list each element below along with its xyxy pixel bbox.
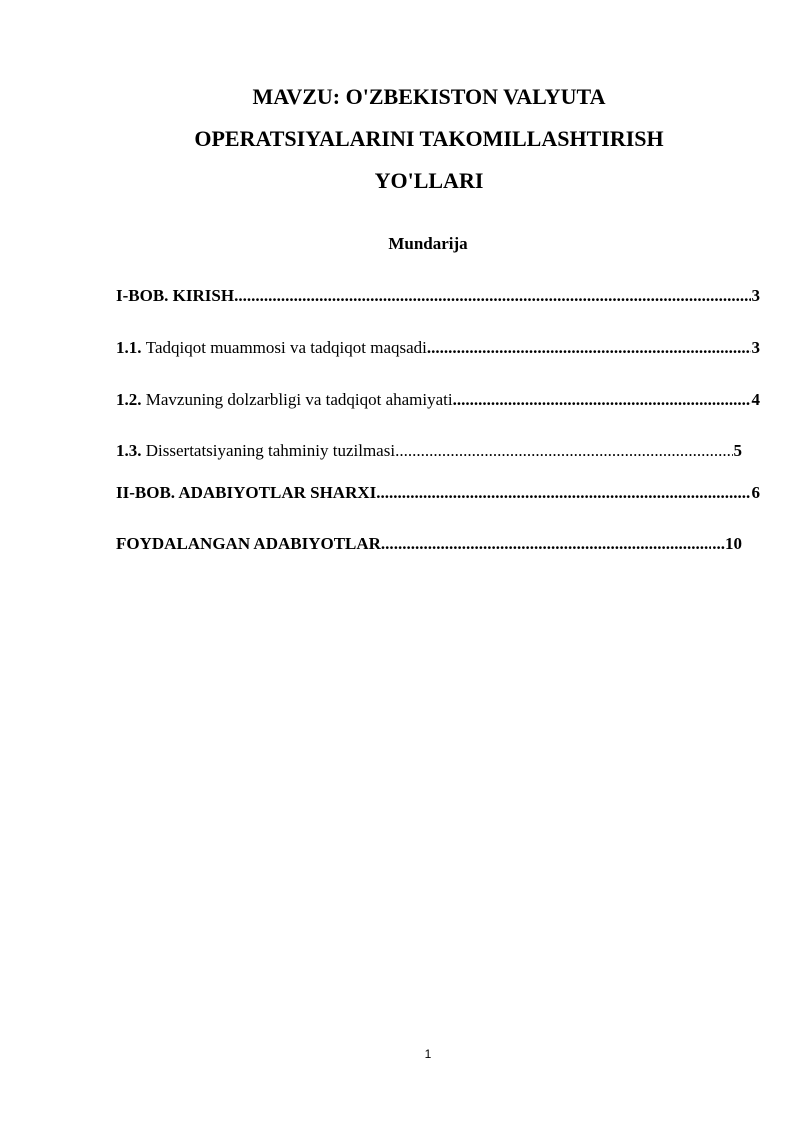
document-title <box>0 76 800 202</box>
toc-entry-kirish[interactable] <box>116 286 760 306</box>
toc-leader-dots <box>453 390 751 410</box>
toc-entry-1-1[interactable] <box>116 338 760 358</box>
toc-entry-page: 3 <box>751 286 760 305</box>
toc-entry-label: Tadqiqot muammosi va tadqiqot maqsadi <box>145 338 427 357</box>
toc-entry-label: FOYDALANGAN ADABIYOTLAR... <box>116 534 394 553</box>
toc-entry-number: 1.1. <box>116 338 142 357</box>
toc-entry-label: Mavzuning dolzarbligi va tadqiqot ahamiyati <box>145 390 453 409</box>
toc-entry-number: 1.2. <box>116 390 142 409</box>
toc-leader-dots <box>376 483 750 503</box>
toc-entry-1-3[interactable] <box>116 441 742 461</box>
toc-leader-dots <box>395 441 732 461</box>
toc-entry-page: ...10 <box>712 534 742 553</box>
title-line-2: OPERATSIYALARINI TAKOMILLASHTIRISH <box>194 126 664 151</box>
page-number: 1 <box>424 1047 432 1061</box>
toc-entry-label: II-BOB. ADABIYOTLAR SHARXI <box>116 483 377 502</box>
contents-heading: Mundarija <box>388 234 468 253</box>
toc-leader-dots <box>394 534 712 554</box>
toc-entry-adabiyotlar-sharxi[interactable] <box>116 483 760 503</box>
toc-entry-page: 3 <box>751 338 760 357</box>
toc-entry-page: 6 <box>751 483 760 502</box>
title-line-3: YO'LLARI <box>374 168 484 193</box>
toc-entry-label: I-BOB. KIRISH <box>116 286 235 305</box>
toc-entry-number: 1.3. <box>116 441 142 460</box>
title-line-1: MAVZU: O'ZBEKISTON VALYUTA <box>252 84 606 109</box>
toc-entry-label: Dissertatsiyaning tahminiy tuzilmasi <box>145 441 396 460</box>
toc-entry-page: 5 <box>733 441 742 460</box>
toc-leader-dots <box>234 286 750 306</box>
toc-entry-1-2[interactable] <box>116 390 760 410</box>
toc-entry-foydalangan-adabiyotlar[interactable] <box>116 534 742 554</box>
toc-entry-page: 4 <box>751 390 760 409</box>
toc-leader-dots <box>427 338 751 358</box>
